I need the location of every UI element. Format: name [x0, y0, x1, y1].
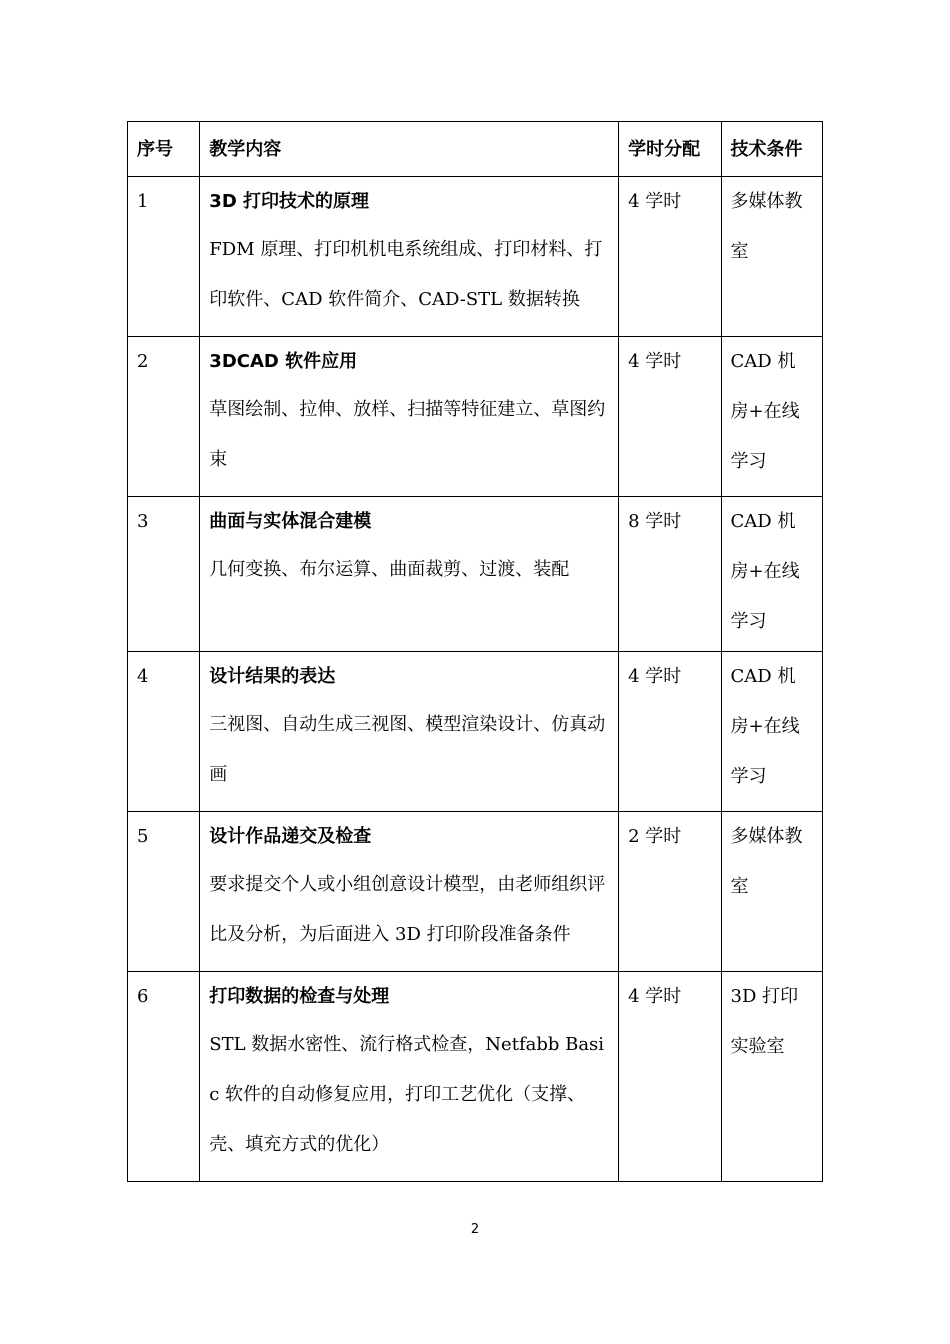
row-number: 1 [128, 177, 200, 337]
topic-title: 3DCAD 软件应用 [209, 351, 358, 372]
row-condition: 多媒体教室 [721, 177, 822, 337]
header-no: 序号 [128, 122, 200, 177]
header-hours: 学时分配 [619, 122, 721, 177]
row-condition: 多媒体教室 [721, 812, 822, 972]
row-number: 2 [128, 337, 200, 497]
header-condition: 技术条件 [721, 122, 822, 177]
row-content [200, 177, 619, 337]
topic-body: 三视图、自动生成三视图、模型渲染设计、仿真动画 [209, 714, 606, 785]
topic-title: 打印数据的检查与处理 [209, 986, 390, 1007]
row-content [200, 972, 619, 1182]
topic-body: 要求提交个人或小组创意设计模型，由老师组织评比及分析，为后面进入 3D 打印阶段准备条件 [209, 874, 606, 945]
row-condition: CAD 机房+在线学习 [721, 337, 822, 497]
row-number: 4 [128, 652, 200, 812]
table-row [128, 812, 823, 972]
syllabus-table [127, 121, 823, 1182]
topic-body: 草图绘制、拉伸、放样、扫描等特征建立、草图约束 [209, 399, 606, 470]
table-row [128, 652, 823, 812]
table-row [128, 337, 823, 497]
row-hours: 4 学时 [619, 972, 721, 1182]
row-hours: 4 学时 [619, 652, 721, 812]
page-number: 2 [470, 1222, 480, 1237]
table-row [128, 497, 823, 652]
row-condition: 3D 打印实验室 [721, 972, 822, 1182]
row-number: 6 [128, 972, 200, 1182]
row-content [200, 652, 619, 812]
topic-title: 设计作品递交及检查 [209, 826, 372, 847]
row-content [200, 337, 619, 497]
row-condition: CAD 机房+在线学习 [721, 652, 822, 812]
topic-title: 设计结果的表达 [209, 666, 336, 687]
row-hours: 8 学时 [619, 497, 721, 652]
row-content [200, 497, 619, 652]
row-number: 5 [128, 812, 200, 972]
table-header-row [128, 122, 823, 177]
row-condition: CAD 机房+在线学习 [721, 497, 822, 652]
topic-body: 几何变换、布尔运算、曲面裁剪、过渡、装配 [209, 559, 570, 580]
table-row [128, 177, 823, 337]
header-content: 教学内容 [200, 122, 619, 177]
topic-title: 曲面与实体混合建模 [209, 511, 372, 532]
topic-title: 3D 打印技术的原理 [209, 191, 370, 212]
table-row [128, 972, 823, 1182]
row-content [200, 812, 619, 972]
row-hours: 4 学时 [619, 177, 721, 337]
row-number: 3 [128, 497, 200, 652]
topic-body: FDM 原理、打印机机电系统组成、打印材料、打印软件、CAD 软件简介、CAD-STL 数据转换 [209, 239, 603, 310]
topic-body: STL 数据水密性、流行格式检查，Netfabb Basic 软件的自动修复应用，打印工艺优化（支撑、壳、填充方式的优化） [209, 1034, 605, 1155]
row-hours: 4 学时 [619, 337, 721, 497]
row-hours: 2 学时 [619, 812, 721, 972]
